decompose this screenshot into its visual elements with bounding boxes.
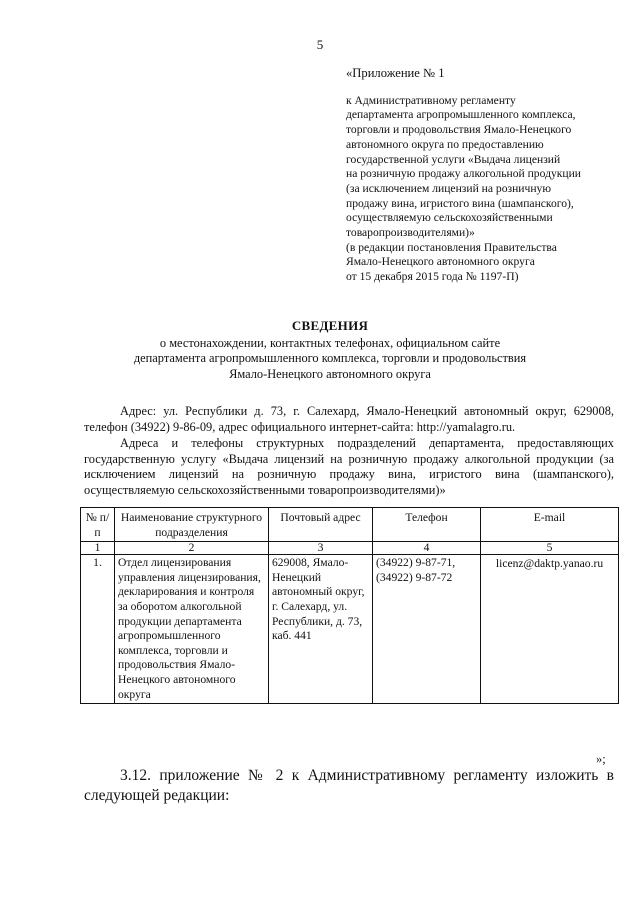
column-number: 1 xyxy=(81,542,115,555)
appendix-line: департамента агропромышленного комплекса, xyxy=(346,108,576,122)
document-title-block xyxy=(60,318,600,382)
row-phone: (34922) 9-87-71, (34922) 9-87-72 xyxy=(373,555,481,704)
row-email: licenz@daktp.yanao.ru xyxy=(481,555,619,704)
row-unit-name: Отдел лицензирования управления лицензирования, декларирования и контроля за оборотом алкогольной продукции департамента агропромышленного комплекса, торговли и продовольствия Ямало-Ненецкого автономного округа xyxy=(115,555,269,704)
table-header-row xyxy=(81,508,619,542)
appendix-line: (в редакции постановления Правительства xyxy=(346,240,557,254)
row-postal-address: 629008, Ямало-Ненецкий автономный округ, г. Салехард, ул. Республики, д. 73, каб. 441 xyxy=(269,555,373,704)
header-unit-name: Наименование структурного подразделения xyxy=(115,508,269,542)
appendix-line: на розничную продажу алкогольной продукции xyxy=(346,167,582,181)
address-paragraph xyxy=(84,404,614,435)
header-postal-address: Почтовый адрес xyxy=(269,508,373,542)
closing-quote-mark: »; xyxy=(596,752,606,766)
appendix-line: государственной услуги «Выдача лицензий xyxy=(346,152,561,166)
column-number: 3 xyxy=(269,542,373,555)
structural-units-paragraph xyxy=(84,436,614,498)
appendix-line: продажу вина, игристого вина (шампанского), xyxy=(346,196,574,210)
appendix-line: торговли и продовольствия Ямало-Ненецкого xyxy=(346,123,572,137)
header-number: № п/п xyxy=(81,508,115,542)
appendix-line: осуществляемую сельскохозяйственными xyxy=(346,211,553,225)
section-instruction-text: 3.12. приложение № 2 к Административному регламенту изложить в следующей редакции: xyxy=(84,767,614,804)
document-subtitle-line: Ямало-Ненецкого автономного округа xyxy=(229,366,431,381)
address-text: Адрес: ул. Республики д. 73, г. Салехард, Ямало-Ненецкий автономный округ, 629008, телефон (34922) 9-86-09, адрес официального интернет-сайта: http://yamalagro.ru. xyxy=(84,404,614,434)
contacts-table xyxy=(80,507,619,704)
appendix-line: товаропроизводителями)» xyxy=(346,226,475,240)
appendix-heading: «Приложение № 1 xyxy=(346,66,445,80)
column-number: 4 xyxy=(373,542,481,555)
row-number: 1. xyxy=(81,555,115,704)
document-subtitle-line: о местонахождении, контактных телефонах, официальном сайте xyxy=(159,335,501,350)
table-row xyxy=(81,555,619,704)
section-instruction xyxy=(84,766,614,805)
appendix-line: к Административному регламенту xyxy=(346,93,516,107)
column-number: 2 xyxy=(115,542,269,555)
appendix-line: автономного округа по предоставлению xyxy=(346,137,544,151)
appendix-line: от 15 декабря 2015 года № 1197-П) xyxy=(346,270,519,284)
column-number-row xyxy=(81,542,619,555)
column-number: 5 xyxy=(481,542,619,555)
page-number: 5 xyxy=(316,37,324,52)
header-phone: Телефон xyxy=(373,508,481,542)
appendix-line: (за исключением лицензий на розничную xyxy=(346,181,551,195)
appendix-line: Ямало-Ненецкого автономного округа xyxy=(346,255,535,269)
document-title: СВЕДЕНИЯ xyxy=(291,318,369,333)
structural-units-text: Адреса и телефоны структурных подразделений департамента, предоставляющих государственную услугу «Выдача лицензий на розничную продажу алкогольной продукции (за исключением лицензий на розничную продажу вина, игристого вина (шампанского), осуществляемую сельскохозяйственными товаропроизводителями)» xyxy=(84,436,614,497)
header-email: E-mail xyxy=(481,508,619,542)
document-subtitle-line: департамента агропромышленного комплекса, торговли и продовольствия xyxy=(133,351,527,365)
appendix-header xyxy=(346,66,608,285)
